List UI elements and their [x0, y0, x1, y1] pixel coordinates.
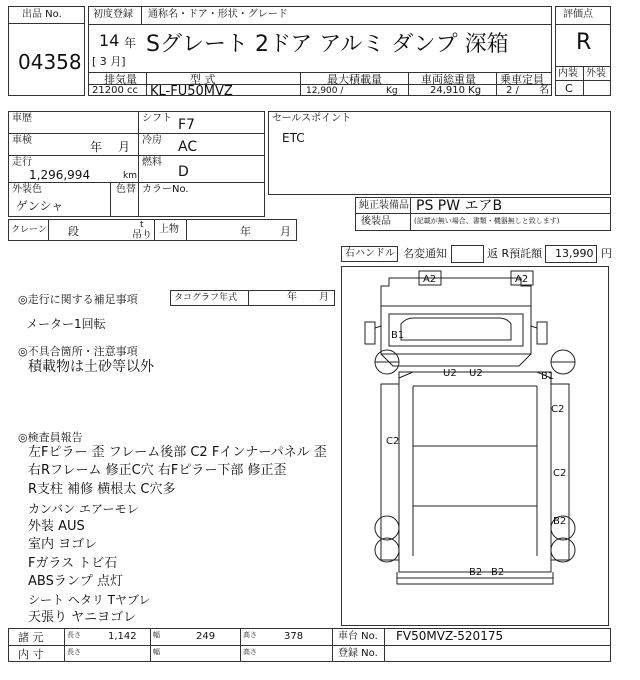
color-change-label: 色替	[116, 184, 136, 195]
first-reg-year-unit: 年	[124, 36, 137, 50]
reg-change-label: 名変通知	[403, 247, 447, 260]
car-name: Sグレート 2ドア アルミ ダンプ 深箱	[146, 32, 509, 57]
interior-grade: C	[565, 82, 573, 95]
equipment-value: PS PW エアB	[416, 198, 503, 214]
inspector-line: 右Rフレーム 修正C穴 右Fピラー下部 修正歪	[28, 463, 287, 478]
interior-height-label: 高さ	[243, 648, 257, 656]
diagram-mark: C2	[553, 468, 567, 479]
car-name-label: 通称名・ドア・形状・グレード	[148, 9, 288, 20]
interior-label: 内装	[558, 68, 578, 79]
deposit-value: 13,990	[555, 247, 594, 260]
capacity-value: 2 /	[506, 85, 519, 96]
inspection-month-unit: 月	[118, 140, 131, 154]
displacement-label: 排気量	[104, 73, 137, 86]
shift-label: シフト	[142, 113, 172, 124]
interior-width-label: 幅	[153, 648, 160, 656]
first-reg-month: [ 3 月]	[92, 55, 126, 68]
width-label: 幅	[153, 631, 160, 639]
length-label: 長さ	[67, 631, 81, 639]
height-label: 高さ	[243, 631, 257, 639]
diagram-mark: U2	[443, 368, 457, 379]
inspector-line: 天張り ヤニヨゴレ	[28, 610, 137, 625]
aftermarket-label: 後装品	[361, 216, 391, 227]
diagram-mark: B1	[541, 371, 555, 382]
capacity-unit: 名	[539, 85, 549, 96]
inspection-year-unit: 年	[90, 140, 103, 154]
max-load-unit: Kg	[386, 86, 398, 96]
length-value: 1,142	[108, 631, 137, 642]
color-value: ゲンシャ	[16, 199, 64, 213]
exterior-label: 外装	[586, 68, 606, 79]
fuel-value: D	[178, 164, 189, 180]
capacity-label: 乗車定員	[500, 73, 544, 86]
driving-notes-heading: ◎走行に関する補足事項	[18, 293, 138, 306]
equipment-label: 純正装備品	[359, 200, 409, 211]
crane-stages-unit: 段	[68, 225, 79, 238]
defect-note: 積載物は土砂等以外	[28, 359, 154, 375]
diagram-mark: C2	[386, 436, 400, 447]
inspector-line: カンバン エアーモレ	[28, 502, 139, 516]
diagram-mark: U2	[469, 368, 483, 379]
inspector-line: 外装 AUS	[28, 519, 85, 534]
crane-hoist-label: 吊り	[132, 230, 152, 241]
max-load-label: 最大積載量	[327, 73, 382, 86]
crane-ton-unit: t	[140, 220, 144, 230]
crane-label: クレーン	[11, 225, 47, 235]
max-load-value: 12,900 /	[306, 86, 344, 96]
drive-value: 右ハンドル	[345, 248, 395, 259]
mileage-label: 走行	[12, 157, 32, 168]
sales-point-label: セールスポイント	[272, 113, 352, 124]
model-value: KL-FU50MVZ	[150, 84, 233, 99]
diagram-mark: B2	[491, 567, 505, 578]
inspector-heading: ◎検査員報告	[18, 431, 83, 444]
interior-dims-label: 内 寸	[18, 648, 44, 661]
inspector-line: 室内 ヨゴレ	[28, 537, 98, 552]
inspection-label: 車検	[12, 135, 32, 146]
body-month-unit: 月	[280, 225, 291, 238]
shift-value: F7	[178, 117, 195, 133]
diagram-mark: B1	[391, 330, 405, 341]
chassis-value: FV50MVZ-520175	[396, 629, 504, 643]
gross-weight-value: 24,910 Kg	[430, 85, 482, 96]
aircon-value: AC	[178, 139, 198, 155]
aircon-label: 冷房	[142, 135, 162, 146]
lot-label: 出品 No.	[22, 9, 62, 20]
body-year-unit: 年	[240, 225, 251, 238]
deposit-unit: 円	[601, 247, 612, 260]
body-label: 上物	[159, 224, 179, 235]
tacho-month-unit: 月	[319, 292, 329, 303]
diagram-mark: C2	[551, 404, 565, 415]
dims-label: 諸 元	[18, 631, 44, 644]
driving-note: メーター1回転	[26, 317, 106, 331]
interior-length-label: 長さ	[67, 648, 81, 656]
return-deposit-label: 返 R預託額	[487, 247, 543, 260]
width-value: 249	[196, 631, 216, 642]
displacement-value: 21200 cc	[92, 85, 138, 96]
inspector-line: 左Fピラー 歪 フレーム後部 C2 Fインナーパネル 歪	[28, 445, 327, 460]
history-label: 車歴	[12, 113, 32, 124]
color-label: 外装色	[12, 184, 42, 195]
score-label: 評価点	[563, 9, 593, 20]
first-reg-year: 14	[99, 31, 120, 50]
fuel-label: 燃料	[142, 157, 162, 168]
diagram-mark: A2	[423, 274, 437, 285]
chassis-label: 車台 No.	[338, 631, 378, 642]
color-code-label: カラーNo.	[142, 184, 189, 195]
reg-no-label: 登録 No.	[338, 648, 378, 659]
height-value: 378	[284, 631, 304, 642]
diagram-mark: B2	[553, 516, 567, 527]
crane-block	[8, 219, 297, 241]
reg-change-box	[451, 245, 484, 263]
tacho-label: タコグラフ年式	[174, 293, 238, 303]
lot-number: 04358	[18, 50, 82, 74]
first-reg-label: 初度登録	[93, 9, 133, 20]
model-label: 型 式	[190, 73, 216, 86]
sales-point-value: ETC	[282, 131, 305, 145]
diagram-mark: A2	[515, 274, 529, 285]
truck-diagram	[341, 266, 609, 626]
inspector-line: ABSランプ 点灯	[28, 574, 123, 589]
score-value: R	[576, 30, 592, 55]
diagram-mark: B2	[469, 567, 483, 578]
mileage-value: 1,296,994	[29, 168, 91, 182]
aftermarket-note: (記載が無い場合、書類・機器無しと致します)	[414, 217, 560, 225]
tacho-year-unit: 年	[287, 292, 297, 303]
defect-heading: ◎不具合箇所・注意事項	[18, 345, 138, 358]
inspector-line: R支柱 補修 横根太 C穴多	[28, 482, 176, 497]
gross-weight-label: 車両総重量	[421, 73, 476, 86]
mileage-unit: km	[123, 171, 137, 181]
inspector-line: シート ヘタリ Tヤブレ	[28, 593, 151, 607]
inspector-line: Fガラス トビ石	[28, 556, 118, 571]
